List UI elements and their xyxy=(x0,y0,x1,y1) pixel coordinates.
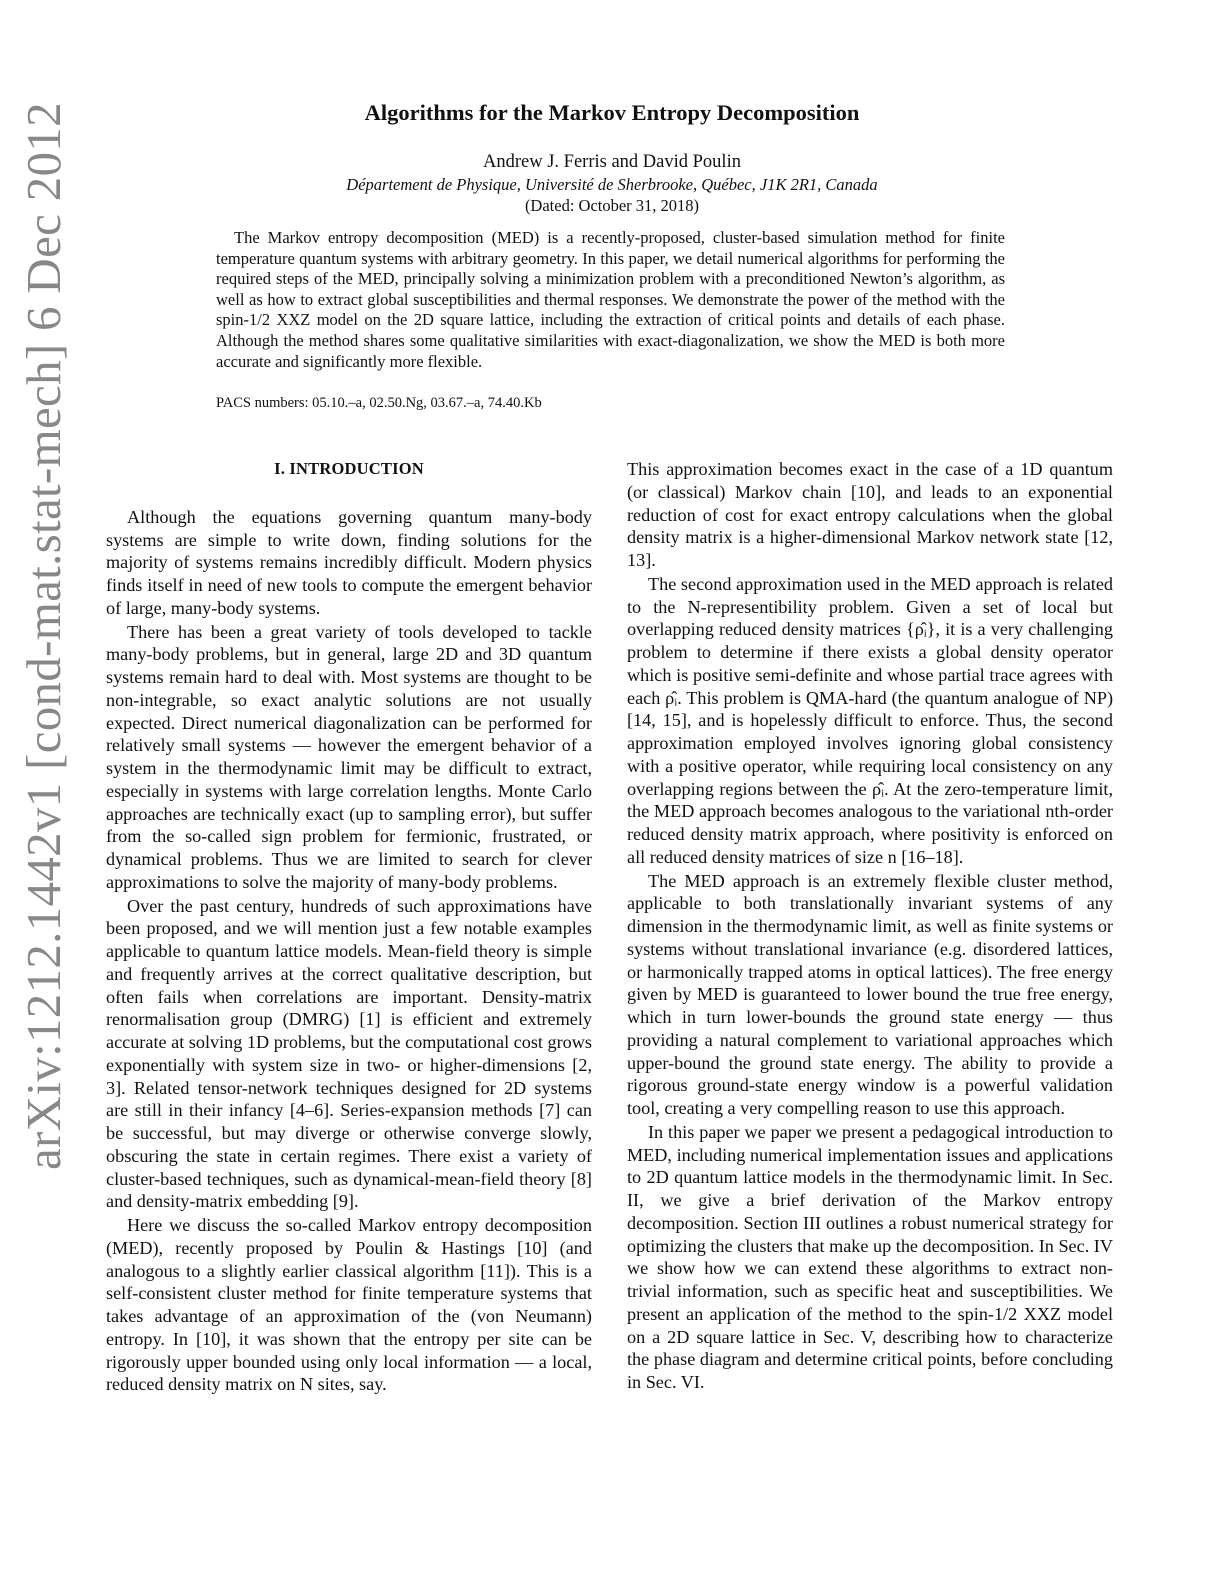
section-heading: I. INTRODUCTION xyxy=(274,459,424,478)
paragraph: This approximation becomes exact in the case of a 1D quantum (or classical) Markov chain [10], and leads to an exponential reduction of cost for exact entropy calculations when the global density matrix is a higher-dimensional Markov network state [12, 13]. xyxy=(627,459,1113,570)
paragraph: In this paper we paper we present a pedagogical introduction to MED, including numerical implementation issues and applications to 2D quantum lattice models in the thermodynamic limit. In Sec. II, we give a brief derivation of the Markov entropy decomposition. Section III outlines a robust numerical strategy for optimizing the clusters that make up the decomposition. In Sec. IV we show how we can extend these algorithms to extract non-trivial information, such as specific heat and susceptibilities. We present an application of the method to the spin-1/2 XXZ model on a 2D square lattice in Sec. V, describing how to characterize the phase diagram and determine critical points, before concluding in Sec. VI. xyxy=(627,1121,1113,1392)
right-column xyxy=(627,458,1113,1394)
arxiv-identifier-stamp: arXiv:1212.1442v1 [cond-mat.stat-mech] 6 Dec 2012 xyxy=(16,102,71,1170)
paper-date: (Dated: October 31, 2018) xyxy=(524,196,700,215)
paragraph: Over the past century, hundreds of such approximations have been proposed, and we will mention just a few notable examples applicable to quantum lattice models. Mean-field theory is simple and frequently arrives at the correct qualitative description, but often fails when correlations are important. Density-matrix renormalisation group (DMRG) [1] is efficient and extremely accurate at solving 1D problems, but the computational cost grows exponentially with system size in two- or higher-dimensions [2, 3]. Related tensor-network techniques designed for 2D systems are still in their infancy [4–6]. Series-expansion methods [7] can be successful, but may diverge or otherwise converge slowly, obscuring the state in certain regimes. There exist a variety of cluster-based techniques, such as dynamical-mean-field theory [8] and density-matrix embedding [9]. xyxy=(106,895,592,1212)
left-column xyxy=(106,458,592,1396)
author-affiliation: Département de Physique, Université de Sherbrooke, Québec, J1K 2R1, Canada xyxy=(346,175,878,194)
paragraph: Here we discuss the so-called Markov entropy decomposition (MED), recently proposed by Poulin & Hastings [10] (and analogous to a slightly earlier classical algorithm [11]). This is a self-consistent cluster method for finite temperature systems that takes advantage of an approximation of the (von Neumann) entropy. In [10], it was shown that the entropy per site can be rigorously upper bounded using only local information — a local, reduced density matrix on N sites, say. xyxy=(106,1215,592,1395)
pacs-numbers: PACS numbers: 05.10.–a, 02.50.Ng, 03.67.–a, 74.40.Kb xyxy=(216,395,542,411)
paragraph: Although the equations governing quantum many-body systems are simple to write down, finding solutions for the majority of systems remains incredibly difficult. Modern physics finds itself in need of new tools to compute the emergent behavior of large, many-body systems. xyxy=(106,506,592,618)
paper-authors: Andrew J. Ferris and David Poulin xyxy=(483,152,741,172)
paragraph: The second approximation used in the MED approach is related to the N-representibility problem. Given a set of local but overlapping reduced density matrices {ρ̂ᵢ}, it is a very challenging problem to determine if there exists a global density operator which is positive semi-definite and whose partial trace agrees with each ρ̂ᵢ. This problem is QMA-hard (the quantum analogue of NP) [14, 15], and is hopelessly difficult to enforce. Thus, the second approximation employed involves ignoring global consistency with a positive operator, while requiring local consistency on any overlapping regions between the ρ̂ᵢ. At the zero-temperature limit, the MED approach becomes analogous to the variational nth-order reduced density matrix approach, where positivity is enforced on all reduced density matrices of size n [16–18]. xyxy=(627,573,1113,867)
paper-title: Algorithms for the Markov Entropy Decomposition xyxy=(364,100,860,125)
paragraph: There has been a great variety of tools developed to tackle many-body problems, but in general, large 2D and 3D quantum systems remain hard to deal with. Most systems are thought to be non-integrable, so exact analytic solutions are not usually expected. Direct numerical diagonalization can be performed for relatively small systems — however the emergent behavior of a system in the thermodynamic limit may be difficult to extract, especially in systems with large correlation lengths. Monte Carlo approaches are technically exact (up to sampling error), but suffer from the so-called sign problem for fermionic, frustrated, or dynamical problems. Thus we are limited to search for clever approximations to solve the majority of many-body problems. xyxy=(106,621,592,892)
abstract: The Markov entropy decomposition (MED) is a recently-proposed, cluster-based simulation method for finite temperature quantum systems with arbitrary geometry. In this paper, we detail numerical algorithms for performing the required steps of the MED, principally solving a minimization problem with a preconditioned Newton’s algorithm, as well as how to extract global susceptibilities and thermal responses. We demonstrate the power of the method with the spin-1/2 XXZ model on the 2D square lattice, including the extraction of critical points and details of each phase. Although the method shares some qualitative similarities with exact-diagonalization, we show the MED is both more accurate and significantly more flexible. xyxy=(216,228,1005,371)
paragraph: The MED approach is an extremely flexible cluster method, applicable to both translationally invariant systems of any dimension in the thermodynamic limit, as well as finite systems or systems without translational invariance (e.g. disordered lattices, or harmonically trapped atoms in optical lattices). The free energy given by MED is guaranteed to lower bound the true free energy, which in turn lower-bounds the ground state energy — thus providing a natural complement to variational approaches which upper-bound the ground state energy. The ability to provide a rigorous ground-state energy window is a powerful validation tool, creating a very compelling reason to use this approach. xyxy=(627,870,1113,1118)
